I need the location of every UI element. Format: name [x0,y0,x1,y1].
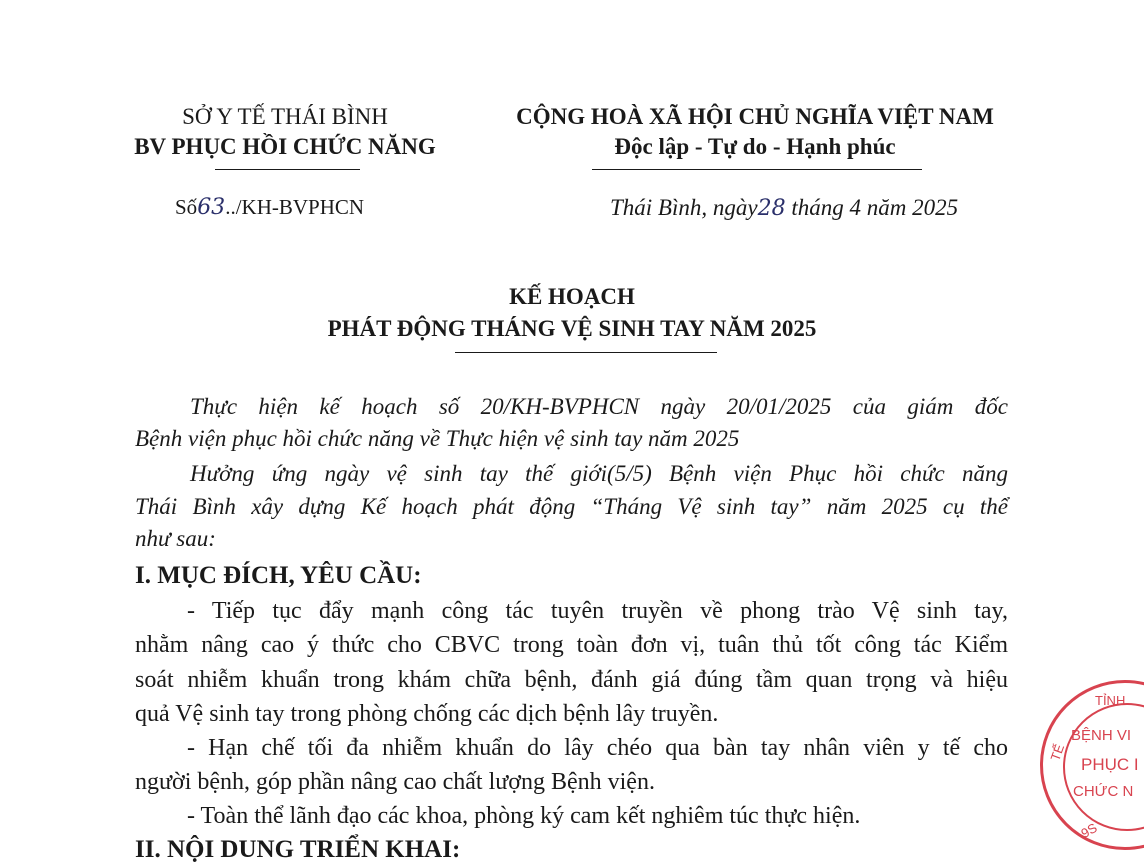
document-number [175,195,364,220]
section1-bullet1-line2: nhằm nâng cao ý thức cho CBVC trong toàn đơn vị, tuân thủ tốt công tác Kiểm [135,632,1008,658]
section1-bullet2-line2: người bệnh, góp phần nâng cao chất lượng Bệnh viện. [135,769,655,795]
stamp-ring-left-text: TẾ [1047,742,1068,763]
section1-bullet1-line3: soát nhiễm khuẩn trong khám chữa bệnh, đánh giá đúng tầm quan trọng và hiệu [135,667,1008,693]
hospital-underline [215,169,360,170]
motto-underline [592,169,922,170]
stamp-line3: CHỨC N [1073,783,1134,800]
section1-bullet1-line4: quả Vệ sinh tay trong phòng chống các dịch bệnh lây truyền. [135,701,719,727]
national-motto: Độc lập - Tự do - Hạnh phúc [614,134,896,159]
document-date [610,195,958,221]
intro-p2-line2: Thái Bình xây dựng Kế hoạch phát động “Tháng Vệ sinh tay” năm 2025 cụ thể [135,494,1008,519]
document-subtitle: PHÁT ĐỘNG THÁNG VỆ SINH TAY NĂM 2025 [327,316,817,341]
date-prefix: Thái Bình, ngày [610,195,758,220]
date-day-handwritten: 28 [757,196,786,221]
title-underline [455,352,717,353]
section2-heading: II. NỘI DUNG TRIỂN KHAI: [135,836,461,863]
intro-p1-line1: Thực hiện kế hoạch số 20/KH-BVPHCN ngày 20/01/2025 của giám đốc [190,394,1008,419]
official-stamp [1040,680,1144,850]
stamp-inner-ring [1063,703,1144,831]
intro-p1-line2: Bệnh viện phục hồi chức năng về Thực hiện vệ sinh tay năm 2025 [135,426,740,451]
document-number-suffix: ../KH-BVPHCN [225,195,365,219]
section1-heading: I. MỤC ĐÍCH, YÊU CẦU: [135,562,422,589]
department-name: SỞ Y TẾ THÁI BÌNH [182,104,388,129]
section1-bullet2-line1: - Hạn chế tối đa nhiễm khuẩn do lây chéo qua bàn tay nhân viên y tế cho [187,735,1008,761]
hospital-name: BV PHỤC HỒI CHỨC NĂNG [134,134,436,159]
stamp-line1: BỆNH VI [1071,727,1132,744]
document-number-handwritten: 63 [197,195,226,220]
document-number-prefix: Số [175,195,198,219]
section1-bullet3: - Toàn thể lãnh đạo các khoa, phòng ký cam kết nghiêm túc thực hiện. [187,803,861,829]
intro-p2-line1: Hưởng ứng ngày vệ sinh tay thế giới(5/5) Bệnh viện Phục hồi chức năng [190,461,1008,486]
intro-p2-line3: như sau: [135,526,216,551]
stamp-line2: PHỤC I [1081,755,1139,774]
stamp-ring-bottom-text: 9S [1078,820,1100,841]
section1-bullet1-line1: - Tiếp tục đẩy mạnh công tác tuyên truyền về phong trào Vệ sinh tay, [187,598,1008,624]
country-name: CỘNG HOÀ XÃ HỘI CHỦ NGHĨA VIỆT NAM [516,104,994,129]
stamp-top-text: TỈNH [1095,693,1126,708]
date-suffix: tháng 4 năm 2025 [785,195,959,220]
document-title: KẾ HOẠCH [509,284,635,309]
